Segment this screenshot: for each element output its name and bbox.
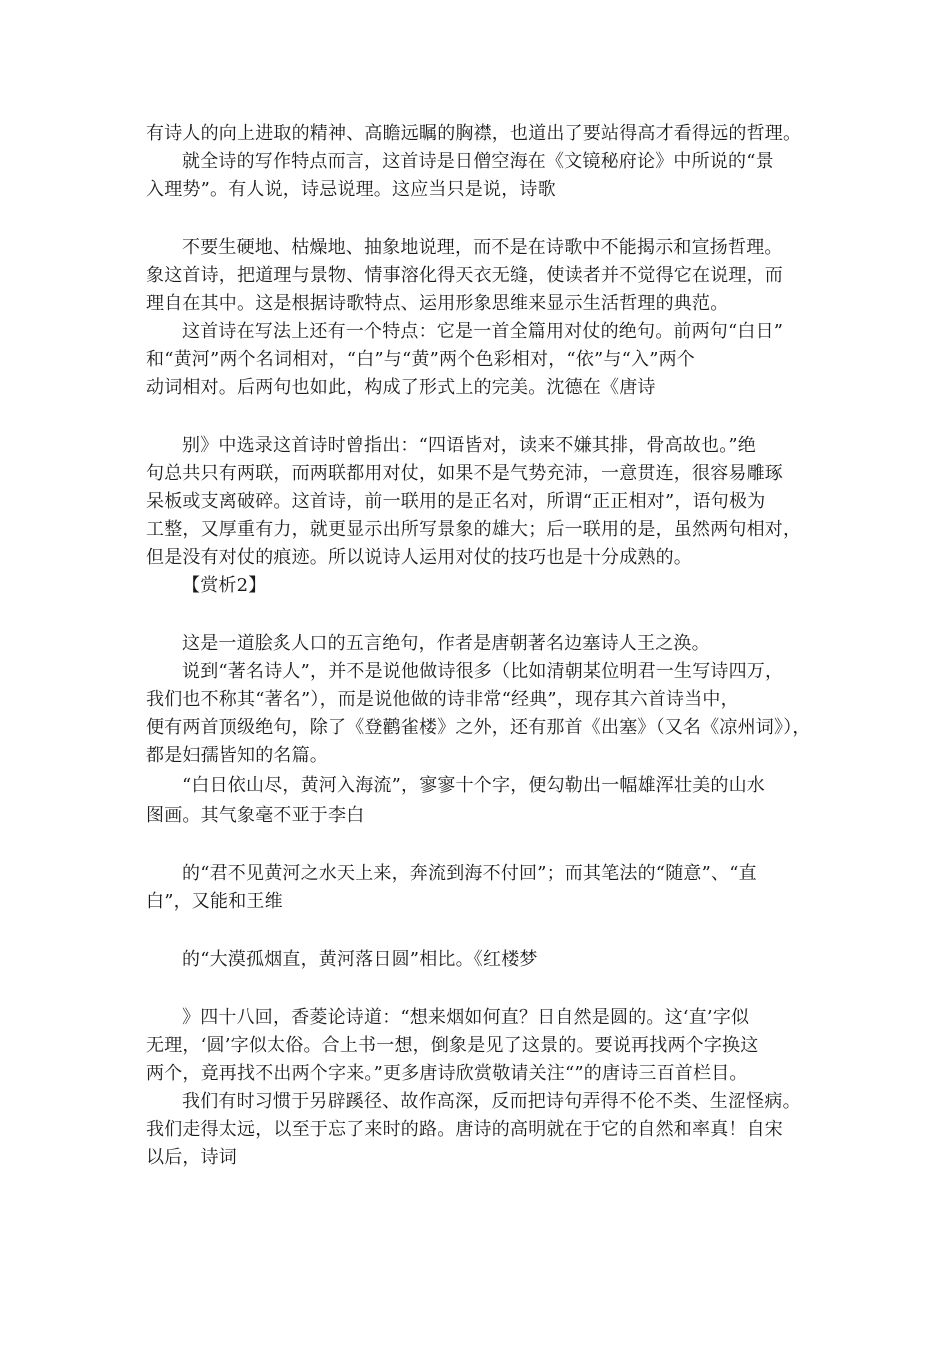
text-line: 不要生硬地、枯燥地、抽象地说理，而不是在诗歌中不能揭示和宣扬哲理。 <box>182 237 783 258</box>
text-line: 但是没有对仗的痕迹。所以说诗人运用对仗的技巧也是十分成熟的。 <box>146 547 692 568</box>
text-line: 别》中选录这首诗时曾指出：“四语皆对，读来不嫌其排，骨高故也。”绝 <box>182 435 757 456</box>
text-line: 动词相对。后两句也如此，构成了形式上的完美。沈德在《唐诗 <box>146 377 656 398</box>
text-line: 白”，又能和王维 <box>146 891 283 912</box>
text-line: 工整，又厚重有力，就更显示出所写景象的雄大；后一联用的是，虽然两句相对， <box>146 519 802 540</box>
text-line: “白日依山尽，黄河入海流”，寥寥十个字，便勾勒出一幅雄浑壮美的山水 <box>182 775 766 796</box>
text-line: 的“大漠孤烟直，黄河落日圆”相比。《红楼梦 <box>182 949 538 970</box>
text-line: 无理，‘圆’字似太俗。合上书一想，倒象是见了这景的。要说再找两个字换这 <box>146 1035 759 1056</box>
text-line: 理自在其中。这是根据诗歌特点、运用形象思维来显示生活哲理的典范。 <box>146 293 729 314</box>
text-line: 就全诗的写作特点而言，这首诗是日僧空海在《文镜秘府论》中所说的“景 <box>182 151 774 172</box>
text-line: 我们也不称其“著名”），而是说他做的诗非常“经典”，现存其六首诗当中， <box>146 689 739 710</box>
text-line: 有诗人的向上进取的精神、高瞻远瞩的胸襟，也道出了要站得高才看得远的哲理。 <box>146 123 802 144</box>
section-heading: 【赏析2】 <box>182 575 267 596</box>
text-line: 和“黄河”两个名词相对，“白”与“黄”两个色彩相对，“依”与“入”两个 <box>146 349 696 370</box>
text-line: 便有两首顶级绝句，除了《登鹳雀楼》之外，还有那首《出塞》（又名《凉州词》）， <box>146 717 811 738</box>
text-line: 都是妇孺皆知的名篇。 <box>146 745 328 766</box>
text-line: 句总共只有两联，而两联都用对仗，如果不是气势充沛，一意贯连，很容易雕琢 <box>146 463 783 484</box>
text-line: 呆板或支离破碎。这首诗，前一联用的是正名对，所谓“正正相对”，语句极为 <box>146 491 766 512</box>
text-line: 象这首诗，把道理与景物、情事溶化得天衣无缝，使读者并不觉得它在说理，而 <box>146 265 783 286</box>
text-line: 》四十八回，香菱论诗道：“想来烟如何直？日自然是圆的。这‘直’字似 <box>182 1007 750 1028</box>
text-line: 我们走得太远，以至于忘了来时的路。唐诗的高明就在于它的自然和率真！自宋 <box>146 1119 783 1140</box>
text-line: 图画。其气象毫不亚于李白 <box>146 805 365 826</box>
text-line: 的“君不见黄河之水天上来，奔流到海不付回”；而其笔法的“随意”、“直 <box>182 863 757 884</box>
text-line: 这是一道脍炙人口的五言绝句，作者是唐朝著名边塞诗人王之涣。 <box>182 633 710 654</box>
text-line: 我们有时习惯于另辟蹊径、故作高深，反而把诗句弄得不伦不类、生涩怪病。 <box>182 1091 801 1112</box>
text-line: 入理势”。有人说，诗忌说理。这应当只是说，诗歌 <box>146 179 556 200</box>
text-line: 这首诗在写法上还有一个特点：它是一首全篇用对仗的绝句。前两句“白日” <box>182 321 784 342</box>
text-line: 说到“著名诗人”，并不是说他做诗很多（比如清朝某位明君一生写诗四万， <box>182 661 784 682</box>
text-line: 以后，诗词 <box>146 1147 237 1168</box>
text-line: 两个，竟再找不出两个字来。”更多唐诗欣赏敬请关注“”的唐诗三百首栏目。 <box>146 1063 748 1084</box>
